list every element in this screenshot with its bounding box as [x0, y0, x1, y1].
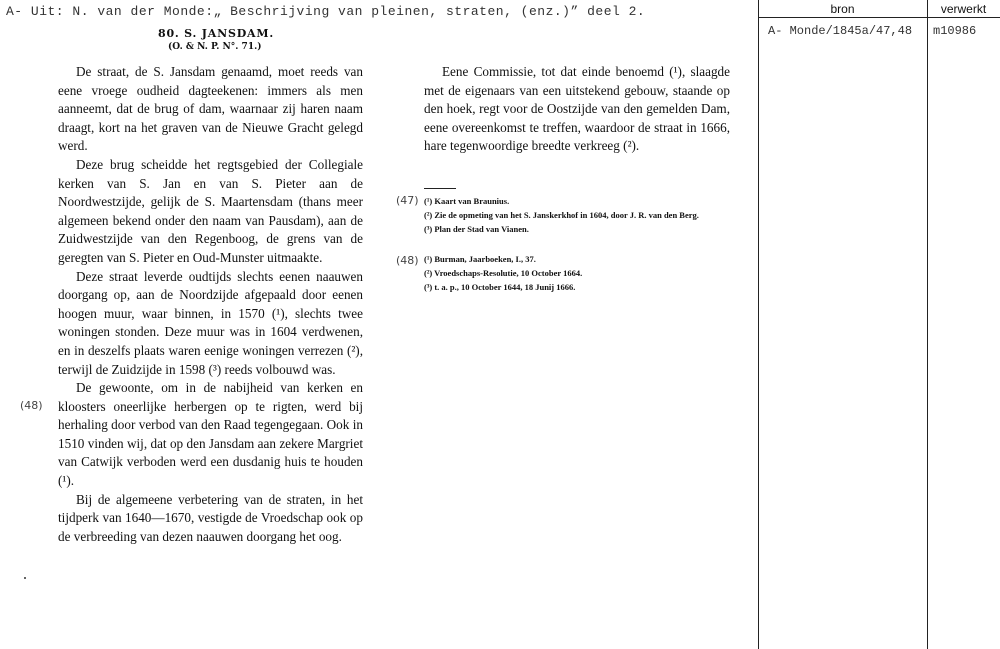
table-header-bron: bron — [830, 2, 855, 16]
table-header-rule — [758, 17, 1000, 18]
footnotes-47 — [424, 194, 754, 236]
footnote: (²) Zie de opmeting van het S. Janskerkhof in 1604, door J. R. van den Berg. — [424, 210, 699, 220]
stray-mark — [24, 577, 26, 579]
footnote: (³) t. a. p., 10 October 1644, 18 Junij 1666. — [424, 282, 576, 292]
table-header-verwerkt: verwerkt — [940, 2, 987, 16]
paragraph: De straat, de S. Jansdam genaamd, moet reeds van eene vroege oudheid dagteekenen: immers als men aanneemt, dat de brug of dam, waarnaar zij haren naam draagt, kort na het graven van de Nieuwe Gracht gelegd werd. — [58, 64, 363, 154]
footnote: (²) Vroedschaps-Resolutie, 10 October 1664. — [424, 268, 583, 278]
footnote: (¹) Kaart van Braunius. — [424, 196, 510, 206]
table-cell-verwerkt: m10986 — [933, 24, 977, 38]
right-text-column — [424, 63, 730, 156]
margin-note-fn48: (48) — [396, 254, 419, 267]
section-title: 80. S. JANSDAM. — [158, 27, 274, 40]
margin-note-fn47: (47) — [396, 194, 419, 207]
table-cell-bron: A- Monde/1845a/47,48 — [768, 24, 913, 38]
footnote: (¹) Burman, Jaarboeken, I., 37. — [424, 254, 536, 264]
table-border-left — [758, 0, 759, 649]
paragraph: De gewoonte, om in de nabijheid van kerken en kloosters oneerlijke herbergen op te rigten, werd bij herhaling door verbod van den Raad tegengegaan. Ook in 1510 vinden wij, dat op den Jansdam aan zekere Margriet van Catwijk verboden werd een dusdanig huis te houden (¹). — [58, 380, 363, 489]
table-column-divider — [927, 0, 928, 649]
footnote-divider — [424, 188, 456, 189]
metadata-table — [758, 0, 1000, 649]
footnotes-48 — [424, 252, 754, 294]
paragraph: Deze brug scheidde het regtsgebied der Collegiale kerken van S. Jan en van S. Pieter aan de Noordwestzijde, gelijk de S. Maartensdam (thans meer algemeen bekend onder den naam van Pausdam), aan de Zuidwestzijde van den Regenboog, de grens van de geregten van S. Pieter en Oud-Munster uitmaakte. — [58, 156, 363, 265]
section-subtitle: (O. & N. P. N°. 71.) — [168, 42, 262, 52]
margin-note-left: (48) — [20, 399, 43, 412]
left-text-column — [58, 63, 363, 546]
paragraph: Deze straat leverde oudtijds slechts eenen naauwen doorgang op, aan de Noordzijde afgepaald door eenen hoogen muur, waar binnen, in 1570 (¹), slechts twee woningen stonden. Deze muur was in 1604 verdwenen, en in deszelfs plaats waren eenige woningen verrezen (²), terwijl de Zuidzijde in 1598 (³) reeds volbouwd was. — [58, 268, 363, 377]
paragraph: Bij de algemeene verbetering van de straten, in het tijdperk van 1640—1670, vestigde de Vroedschap ook op de verbreeding van dezen naauwen doorgang het oog. — [58, 491, 363, 544]
document-header: A- Uit: N. van der Monde:„ Beschrijving van pleinen, straten, (enz.)” deel 2. — [6, 4, 646, 19]
footnote: (³) Plan der Stad van Vianen. — [424, 224, 529, 234]
paragraph: Eene Commissie, tot dat einde benoemd (¹), slaagde met de eigenaars van een uitstekend gebouw, staande op den hoek, regt voor de Oostzijde van den gemelden Dam, eene overeenkomst te treffen, waardoor de straat in 1666, hare tegenwoordige breedte verkreeg (²). — [424, 64, 730, 154]
